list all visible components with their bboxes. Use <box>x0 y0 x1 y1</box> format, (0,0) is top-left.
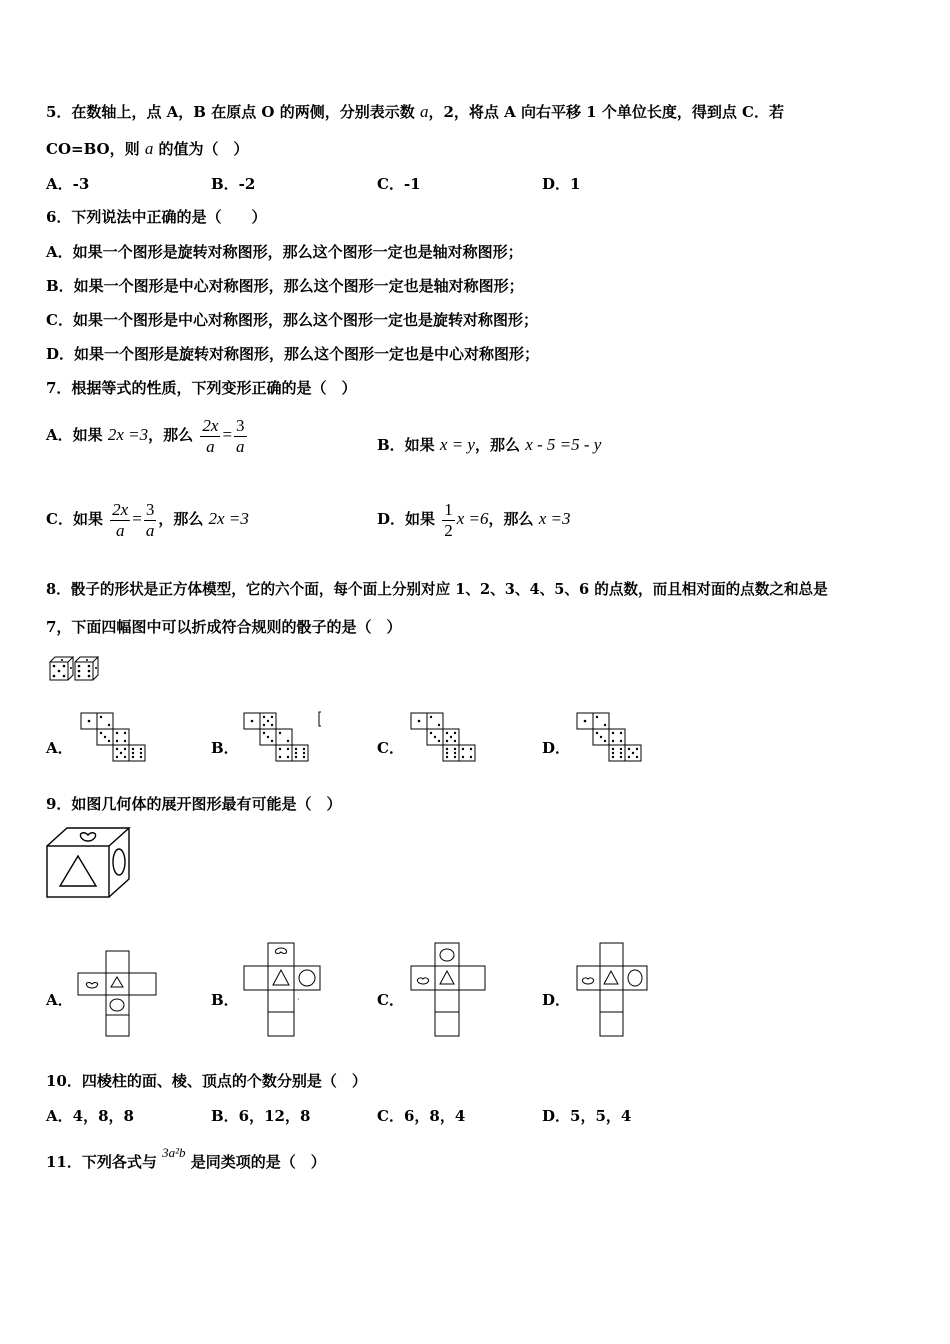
q8-option-c[interactable]: C． <box>377 739 404 757</box>
q6-option-b[interactable]: B．如果一个图形是中心对称图形，那么这个图形一定也是轴对称图形； <box>46 277 524 295</box>
q9-net-d <box>576 942 652 1038</box>
q7-option-c[interactable]: C．如果 $\frac{2x}{a}$ = $\frac{3}{a}$ ，那么 2x =3 <box>46 499 249 540</box>
q9-stem: 9．如图几何体的展开图形最有可能是（ ） <box>46 795 342 813</box>
q5-var-a2: a <box>144 139 154 158</box>
q8-option-a[interactable]: A． <box>46 739 73 757</box>
q8-option-d[interactable]: D． <box>542 739 571 757</box>
q9-net-a <box>77 950 159 1038</box>
q11-stem: 11．下列各式与 3a²b 是同类项的是（ ） <box>46 1145 326 1171</box>
q10-option-d[interactable]: D．5，5，4 <box>542 1107 632 1125</box>
q5-option-c[interactable]: C．-1 <box>377 175 421 193</box>
q10-option-a[interactable]: A．4，8，8 <box>46 1107 134 1125</box>
q5-option-a[interactable]: A．-3 <box>46 175 90 193</box>
q5-line2: CO=BO，则 a 的值为（ ） <box>46 139 249 158</box>
q9-option-c[interactable]: C． <box>377 991 404 1009</box>
q9-option-b[interactable]: B． <box>211 991 239 1009</box>
q9-net-c <box>410 942 490 1038</box>
q7-c-frac2: $\frac{3}{a}$ <box>145 499 155 540</box>
q7-option-b[interactable]: B．如果 x = y，那么 x - 5 =5 - y <box>377 435 602 454</box>
q10-option-b[interactable]: B．6，12，8 <box>211 1107 311 1125</box>
q9-option-d[interactable]: D． <box>542 991 571 1009</box>
q9-option-a[interactable]: A． <box>46 991 73 1009</box>
q11-expression: 3a²b <box>162 1145 186 1160</box>
q7-option-a[interactable]: A．如果 2x =3，那么 $\frac{2x}{a}$ = $\frac{3}{a}$ <box>46 415 245 456</box>
q5-option-b[interactable]: B．-2 <box>211 175 256 193</box>
q7-c-frac1: $\frac{2x}{a}$ <box>112 499 129 540</box>
q8-line2: 7，下面四幅图中可以折成符合规则的骰子的是（ ） <box>46 618 402 636</box>
q7-option-d[interactable]: D．如果 $\frac{1}{2}$ x =6，那么 x =3 <box>377 499 571 540</box>
q6-option-d[interactable]: D．如果一个图形是旋转对称图形，那么这个图形一定也是中心对称图形； <box>46 345 540 363</box>
q6-option-c[interactable]: C．如果一个图形是中心对称图形，那么这个图形一定也是旋转对称图形； <box>46 311 538 329</box>
q8-net-c <box>410 711 480 763</box>
q7-a-frac2: $\frac{3}{a}$ <box>236 415 245 456</box>
q8-net-d <box>576 711 646 763</box>
q8-net-b <box>243 711 325 763</box>
q5-line1: 5．在数轴上，点 A，B 在原点 O 的两侧，分别表示数 a，2，将点 A 向右平移 1 个单位长度，得到点 C．若 <box>46 102 785 121</box>
q7-stem: 7．根据等式的性质，下列变形正确的是（ ） <box>46 379 357 397</box>
q9-net-b <box>243 942 325 1038</box>
q8-line1: 8．骰子的形状是正方体模型，它的六个面，每个面上分别对应 1、2、3、4、5、6 的点数，而且相对面的点数之和总是 <box>46 581 828 598</box>
dice-pair-image <box>46 656 100 682</box>
svg-text:·: · <box>297 995 300 1004</box>
q8-net-a <box>80 711 150 763</box>
q10-option-c[interactable]: C．6，8，4 <box>377 1107 466 1125</box>
q6-stem: 6．下列说法中正确的是（ ） <box>46 208 267 226</box>
q9-cube-figure <box>45 826 131 900</box>
q5-option-d[interactable]: D．1 <box>542 175 581 193</box>
q7-d-frac: $\frac{1}{2}$ <box>444 499 453 540</box>
q5-var-a: a <box>419 102 429 121</box>
q6-option-a[interactable]: A．如果一个图形是旋转对称图形，那么这个图形一定也是轴对称图形； <box>46 243 523 261</box>
q10-stem: 10．四棱柱的面、棱、顶点的个数分别是（ ） <box>46 1072 367 1090</box>
q8-option-b[interactable]: B． <box>211 739 239 757</box>
q7-a-frac1: $\frac{2x}{a}$ <box>202 415 219 456</box>
